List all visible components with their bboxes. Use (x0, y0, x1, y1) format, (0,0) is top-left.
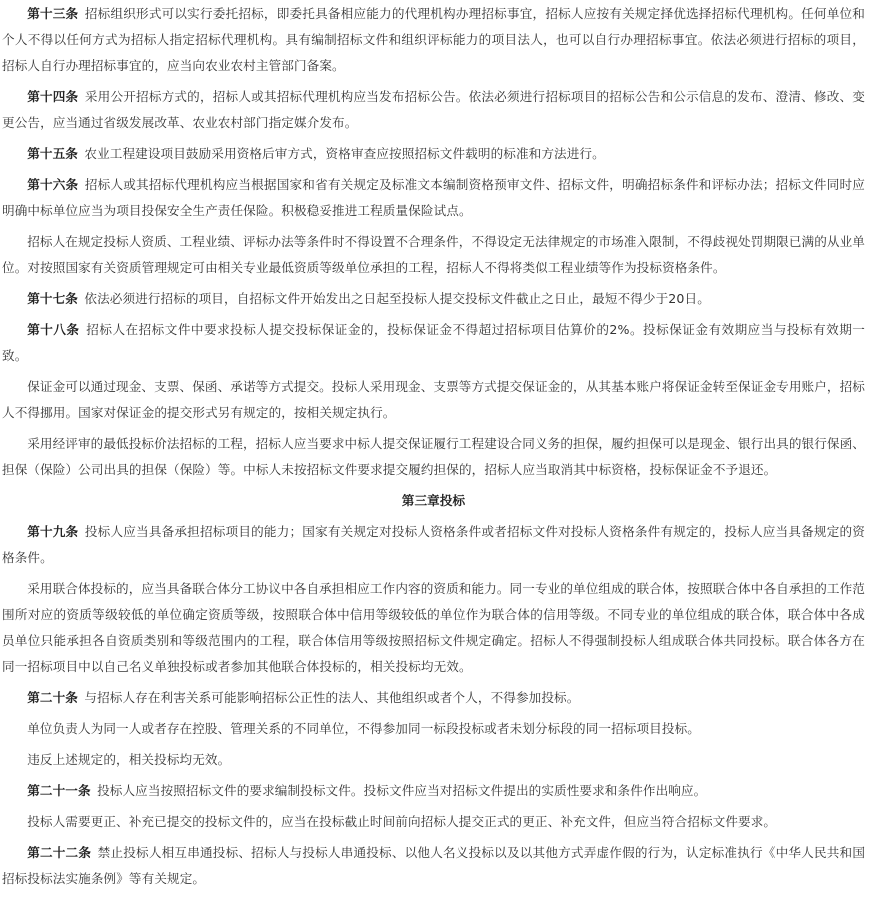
article-number: 第十六条 (27, 177, 79, 192)
paragraph-text: 投标人应当按照招标文件的要求编制投标文件。投标文件应当对招标文件提出的实质性要求和条件作出响应。 (97, 783, 707, 798)
paragraph-text: 采用联合体投标的，应当具备联合体分工协议中各自承担相应工作内容的资质和能力。同一专业的单位组成的联合体，按照联合体中各自承担的工作范围所对应的资质等级较低的单位确定资质等级，按照联合体中信用等级较低的单位作为联合体的信用等级。不同专业的单位组成的联合体，联合体中各成员单位只能承担各自资质类别和等级范围内的工程，联合体信用等级按照招标文件规定确定。招标人不得强制投标人组成联合体共同投标。联合体各方在同一招标项目中以自己名义单独投标或者参加其他联合体投标的，相关投标均无效。 (2, 581, 865, 674)
paragraph-text: 采用公开招标方式的，招标人或其招标代理机构应当发布招标公告。依法必须进行招标项目的招标公告和公示信息的发布、澄清、修改、变更公告，应当通过省级发展改革、农业农村部门指定媒介发布。 (2, 89, 865, 130)
article-number: 第十九条 (27, 524, 79, 539)
article-paragraph (2, 519, 865, 571)
article-number: 第二十条 (27, 690, 78, 705)
article-number: 第十四条 (27, 89, 79, 104)
body-paragraph (2, 747, 865, 773)
paragraph-text: 农业工程建设项目鼓励采用资格后审方式，资格审查应按照招标文件载明的标准和方法进行。 (84, 146, 605, 161)
article-paragraph (2, 84, 865, 136)
paragraph-text: 依法必须进行招标的项目，自招标文件开始发出之日起至投标人提交投标文件截止之日止，最短不得少于20日。 (84, 291, 710, 306)
article-paragraph (2, 172, 865, 224)
paragraph-text: 采用经评审的最低投标价法招标的工程，招标人应当要求中标人提交保证履行工程建设合同义务的担保，履约担保可以是现金、银行出具的银行保函、担保（保险）公司出具的担保（保险）等。中标人未按招标文件要求提交履约担保的，招标人应当取消其中标资格，投标保证金不予退还。 (2, 436, 865, 477)
body-paragraph (2, 229, 865, 281)
paragraph-text: 投标人应当具备承担招标项目的能力；国家有关规定对投标人资格条件或者招标文件对投标人资格条件有规定的，投标人应当具备规定的资格条件。 (2, 524, 865, 565)
article-paragraph (2, 317, 865, 369)
article-number: 第十七条 (27, 291, 78, 306)
article-paragraph (2, 1, 865, 79)
paragraph-text: 招标人在规定投标人资质、工程业绩、评标办法等条件时不得设置不合理条件，不得设定无法律规定的市场准入限制，不得歧视处罚期限已满的从业单位。对按照国家有关资质管理规定可由相关专业最低资质等级单位承担的工程，招标人不得将类似工程业绩等作为投标资格条件。 (2, 234, 865, 275)
paragraph-text: 招标人在招标文件中要求投标人提交投标保证金的，投标保证金不得超过招标项目估算价的2%。投标保证金有效期应当与投标有效期一致。 (2, 322, 865, 363)
article-number: 第二十二条 (27, 845, 92, 860)
article-paragraph (2, 286, 865, 312)
article-paragraph (2, 840, 865, 892)
paragraph-text: 与招标人存在利害关系可能影响招标公正性的法人、其他组织或者个人，不得参加投标。 (84, 690, 580, 705)
paragraph-text: 招标组织形式可以实行委托招标，即委托具备相应能力的代理机构办理招标事宜，招标人应按有关规定择优选择招标代理机构。任何单位和个人不得以任何方式为招标人指定招标代理机构。具有编制招标文件和组织评标能力的项目法人，也可以自行办理招标事宜。依法必须进行招标的项目，招标人自行办理招标事宜的，应当向农业农村主管部门备案。 (2, 6, 865, 73)
article-paragraph (2, 685, 865, 711)
body-paragraph (2, 431, 865, 483)
body-paragraph (2, 576, 865, 680)
paragraph-text: 招标人或其招标代理机构应当根据国家和省有关规定及标准文本编制资格预审文件、招标文件，明确招标条件和评标办法；招标文件同时应明确中标单位应当为项目投保安全生产责任保险。积极稳妥推进工程质量保险试点。 (2, 177, 865, 218)
article-paragraph (2, 778, 865, 804)
chapter-heading: 第三章投标 (401, 493, 466, 508)
paragraph-text: 保证金可以通过现金、支票、保函、承诺等方式提交。投标人采用现金、支票等方式提交保证金的，从其基本账户将保证金转至保证金专用账户，招标人不得挪用。国家对保证金的提交形式另有规定的，按相关规定执行。 (2, 379, 865, 420)
body-paragraph (2, 809, 865, 835)
body-paragraph (2, 716, 865, 742)
article-number: 第十八条 (27, 322, 80, 337)
article-number: 第十五条 (27, 146, 78, 161)
paragraph-text: 违反上述规定的，相关投标均无效。 (27, 752, 231, 767)
article-number: 第二十一条 (27, 783, 91, 798)
article-number: 第十三条 (27, 6, 79, 21)
article-paragraph (2, 141, 865, 167)
body-paragraph (2, 374, 865, 426)
paragraph-text: 单位负责人为同一人或者存在控股、管理关系的不同单位，不得参加同一标段投标或者未划分标段的同一招标项目投标。 (27, 721, 700, 736)
paragraph-text: 投标人需要更正、补充已提交的投标文件的，应当在投标截止时间前向招标人提交正式的更正、补充文件，但应当符合招标文件要求。 (27, 814, 777, 829)
paragraph-text: 禁止投标人相互串通投标、招标人与投标人串通投标、以他人名义投标以及以其他方式弄虚作假的行为，认定标准执行《中华人民共和国招标投标法实施条例》等有关规定。 (2, 845, 866, 886)
